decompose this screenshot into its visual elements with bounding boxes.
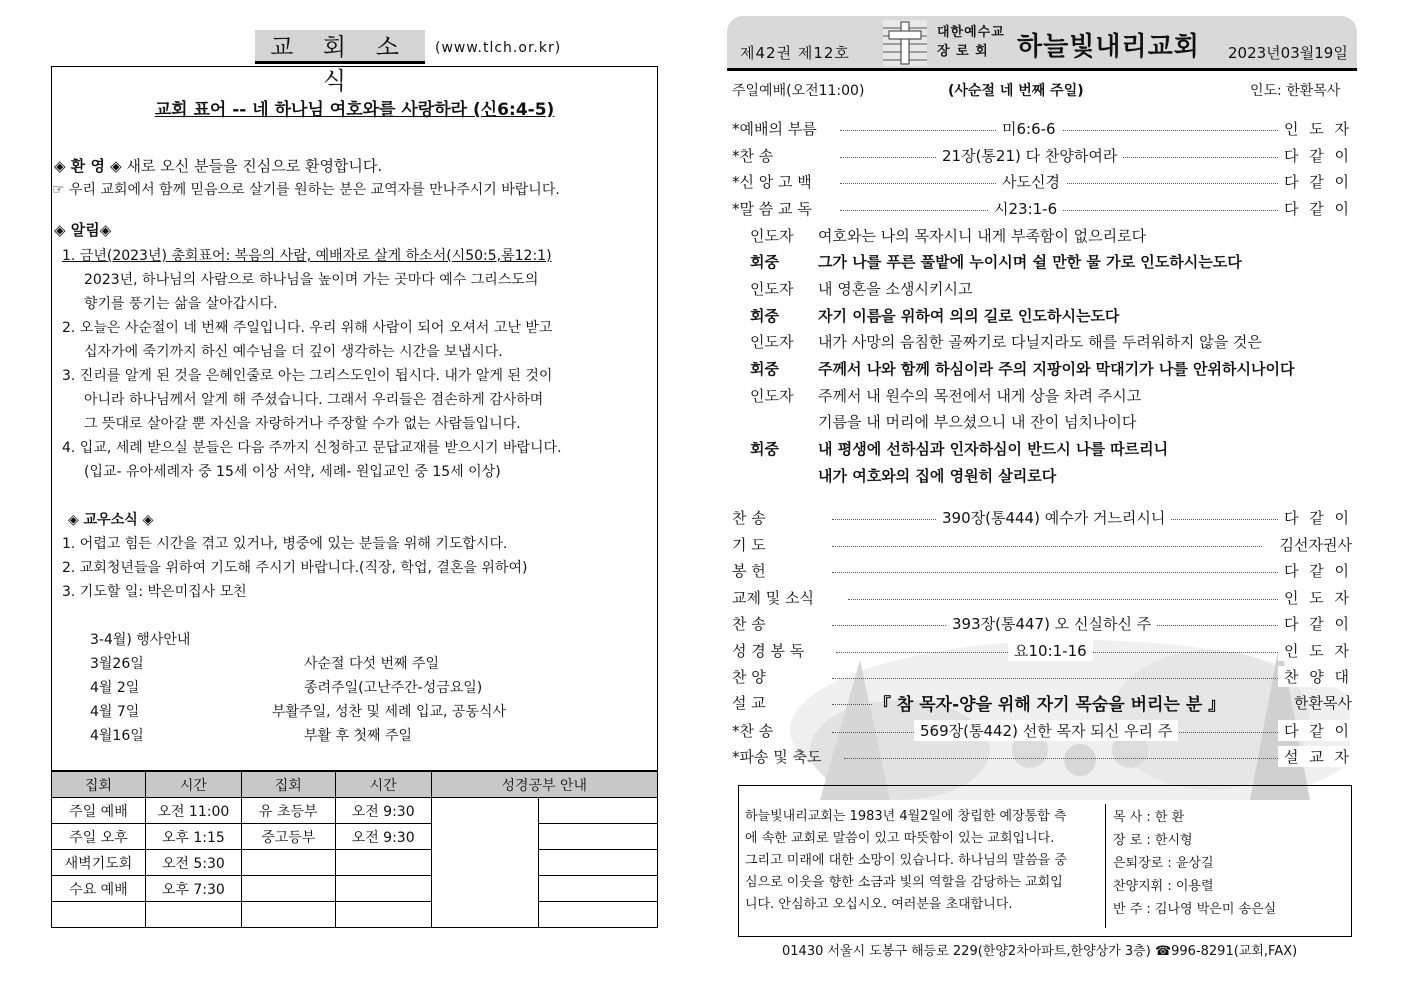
- meeting-times-table: [51, 771, 658, 928]
- table-header: 시간: [145, 772, 241, 798]
- table-cell: [145, 902, 241, 928]
- service-occasion: (사순절 네 번째 주일): [948, 83, 1084, 99]
- church-address: 01430 서울시 도봉구 해등로 229(한양2차아파트,한양상가 3층) ☎996-8291(교회,FAX): [782, 944, 1298, 959]
- worship-item: 찬 송 393장(통447) 오 신실하신 주 다 같 이: [732, 615, 1352, 633]
- table-header: 시간: [335, 772, 431, 798]
- bulletin-date: 2023년03월19일: [1228, 44, 1348, 62]
- church-motto: 교회 표어 -- 네 하나님 여호와를 사랑하라 (신6:4-5): [154, 100, 555, 120]
- table-cell: [539, 798, 658, 824]
- table-row: [52, 824, 658, 850]
- table-cell: [539, 824, 658, 850]
- worship-item: *말 씀 교 독 시23:1-6 다 같 이: [732, 200, 1352, 218]
- notice-line: 1. 금년(2023년) 총회표어: 복음의 사람, 예배자로 살게 하소서(시50:5,롬12:1): [62, 248, 552, 264]
- table-cell: 주일 예배: [52, 798, 146, 824]
- table-cell: [241, 902, 335, 928]
- left-header: [255, 30, 585, 95]
- table-header: 집회: [52, 772, 146, 798]
- reading-speaker: 회중: [750, 440, 779, 458]
- table-cell: [539, 850, 658, 876]
- table-header: 집회: [241, 772, 335, 798]
- table-header-row: [52, 772, 658, 798]
- reading-speaker: 인도자: [750, 387, 794, 405]
- reading-speaker: 회중: [750, 253, 779, 271]
- reading-line: 여호와는 나의 목자시니 내게 부족함이 없으리로다: [818, 227, 1147, 245]
- worship-item: 찬 양 찬 양 대: [732, 668, 1352, 686]
- reading-line: 주께서 내 원수의 목전에서 내게 상을 차려 주시고: [818, 387, 1142, 405]
- member-news-heading: ◈ 교우소식 ◈: [68, 512, 154, 528]
- member-news-line: 3. 기도할 일: 박은미집사 모친: [62, 584, 247, 600]
- worship-item: *찬 송 569장(통442) 선한 목자 되신 우리 주 다 같 이: [732, 722, 1352, 740]
- table-row: [52, 902, 658, 928]
- table-cell: 오후 7:30: [145, 876, 241, 902]
- welcome-heading: ◈ 환 영 ◈: [54, 157, 122, 175]
- reading-line: 내가 사망의 음침한 골짜기로 다닐지라도 해를 두려워하지 않을 것은: [818, 333, 1262, 351]
- schedule-date: 3월26일: [90, 656, 144, 672]
- reading-line: 내 영혼을 소생시키시고: [818, 280, 973, 298]
- church-name: 하늘빛내리교회: [1017, 32, 1200, 62]
- reading-line: 그가 나를 푸른 풀밭에 누이시며 쉴 만한 물 가로 인도하시는도다: [818, 253, 1242, 271]
- worship-item: 성 경 봉 독 요10:1-16 인 도 자: [732, 642, 1352, 660]
- table-cell: 수요 예배: [52, 876, 146, 902]
- table-cell: [335, 850, 431, 876]
- table-header: 성경공부 안내: [431, 772, 657, 798]
- worship-item: 교제 및 소식 인 도 자: [732, 589, 1352, 607]
- reading-line: 자기 이름을 위하여 의의 길로 인도하시는도다: [818, 307, 1120, 325]
- page-title: 교 회 소 식: [255, 30, 425, 64]
- schedule-date: 4월 7일: [90, 704, 140, 720]
- schedule-event: 종려주일(고난주간-성금요일): [304, 680, 483, 696]
- divider: [1105, 804, 1106, 928]
- sermon-item: 설 교 『 참 목자-양을 위해 자기 목숨을 버리는 분 』 한환목사: [732, 692, 1352, 714]
- table-row: [52, 876, 658, 902]
- table-cell: 유 초등부: [241, 798, 335, 824]
- worship-item: *찬 송 21장(통21) 다 찬양하여라 다 같 이: [732, 147, 1352, 165]
- schedule-event: 부활 후 첫째 주일: [304, 728, 413, 744]
- welcome-section: [54, 155, 382, 176]
- worship-item: 봉 헌 다 같 이: [732, 562, 1352, 580]
- table-row: [52, 798, 658, 824]
- church-staff: 목 사 : 한 환 장 로 : 한시형 은퇴장로 : 윤상길 찬양지휘 : 이용렬 반 주 : 김나영 박은미 송은실: [1113, 810, 1277, 917]
- reading-line: 기름을 내 머리에 부으셨으니 내 잔이 넘치나이다: [818, 413, 1137, 431]
- table-cell: 오전 9:30: [335, 824, 431, 850]
- website-url[interactable]: (www.tlch.or.kr): [435, 40, 562, 56]
- member-news-line: 2. 교회청년들을 위하여 기도해 주시기 바랍니다.(직장, 학업, 결혼을 위하여): [62, 560, 528, 576]
- worship-item: 찬 송 390장(통444) 예수가 거느리시니 다 같 이: [732, 509, 1352, 527]
- notice-line: 아니라 하나님께서 알게 해 주셨습니다. 그래서 우리들은 겸손하게 감사하며: [84, 392, 544, 408]
- reading-speaker: 인도자: [750, 280, 794, 298]
- table-cell: [539, 876, 658, 902]
- church-news-box: [51, 66, 658, 771]
- notice-line: 2. 오늘은 사순절이 네 번째 주일입니다. 우리 위해 사람이 되어 오셔서 고난 받고: [62, 320, 553, 336]
- notice-line: 그 뜻대로 살아갈 뿐 자신을 자랑하거나 주장할 수가 없는 사람들입니다.: [84, 416, 521, 432]
- denomination: 대한예수교 장 로 회: [937, 25, 1005, 59]
- worship-item: 기 도 김선자권사: [732, 536, 1352, 554]
- reading-line: 내 평생에 선하심과 인자하심이 반드시 나를 따르리니: [818, 440, 1169, 458]
- welcome-text: 새로 오신 분들을 진심으로 환영합니다.: [121, 157, 383, 175]
- service-leader: 인도: 한환목사: [1250, 83, 1341, 99]
- table-cell: 오후 1:15: [145, 824, 241, 850]
- table-cell: [335, 876, 431, 902]
- worship-item: *신 앙 고 백 사도신경 다 같 이: [732, 173, 1352, 191]
- table-cell: 오전 5:30: [145, 850, 241, 876]
- table-cell: [335, 902, 431, 928]
- table-cell: 새벽기도회: [52, 850, 146, 876]
- table-row: [52, 850, 658, 876]
- schedule-event: 사순절 다섯 번째 주일: [304, 656, 440, 672]
- table-cell: 오전 11:00: [145, 798, 241, 824]
- notice-line: 십자가에 죽기까지 하신 예수님을 더 깊이 생각하는 시간을 보냅시다.: [84, 344, 503, 360]
- sermon-title: 『 참 목자-양을 위해 자기 목숨을 버리는 분 』: [874, 695, 1226, 715]
- notice-line: 2023년, 하나님의 사람으로 하나님을 높이며 가는 곳마다 예수 그리스도의: [84, 272, 539, 288]
- member-news-line: 1. 어렵고 힘든 시간을 겪고 있거나, 병중에 있는 분들을 위해 기도합시다.: [62, 536, 508, 552]
- notice-line: 향기를 풍기는 삶을 살아갑시다.: [84, 296, 278, 312]
- issue-number: 제42권 제12호: [740, 44, 850, 62]
- table-cell: [52, 902, 146, 928]
- table-cell: [431, 798, 539, 928]
- reading-speaker: 인도자: [750, 333, 794, 351]
- table-cell: [539, 902, 658, 928]
- church-logo-icon: [883, 20, 927, 66]
- schedule-event: 부활주일, 성찬 및 세례 입교, 공동식사: [272, 704, 507, 720]
- worship-item: *예배의 부름 미6:6-6 인 도 자: [732, 120, 1352, 138]
- table-cell: [241, 876, 335, 902]
- table-cell: 중고등부: [241, 824, 335, 850]
- reading-line: 내가 여호와의 집에 영원히 살리로다: [818, 467, 1057, 485]
- table-cell: [241, 850, 335, 876]
- reading-line: 주께서 나와 함께 하심이라 주의 지팡이와 막대기가 나를 안위하시나이다: [818, 360, 1295, 378]
- table-cell: 오전 9:30: [335, 798, 431, 824]
- church-introduction: 하늘빛내리교회는 1983년 4월2일에 창립한 예장통합 측 에 속한 교회로 말씀이 있고 따뜻함이 있는 교회입니다. 그리고 미래에 대한 소망이 있습니다. 하나님의 말씀을 중 심으로 이웃을 향한 소금과 빛의 역할을 감당하는 교회입 니다. 안심하고 오십시오. 여러분을 초대합니다.: [745, 809, 1067, 912]
- table-cell: 주일 오후: [52, 824, 146, 850]
- church-info-box: [738, 785, 1352, 937]
- service-time: 주일예배(오전11:00): [732, 83, 865, 99]
- reading-speaker: 인도자: [750, 227, 794, 245]
- schedule-date: 4월 2일: [90, 680, 140, 696]
- notice-line: (입교- 유아세례자 중 15세 이상 서약, 세례- 원입교인 중 15세 이상): [84, 464, 501, 480]
- schedule-heading: 3-4월) 행사안내: [90, 632, 191, 648]
- notice-heading: ◈ 알림◈: [54, 221, 112, 239]
- notice-line: 3. 진리를 알게 된 것을 은혜인줄로 아는 그리스도인이 됩시다. 내가 알게 된 것이: [62, 368, 553, 384]
- welcome-note: ☞ 우리 교회에서 함께 믿음으로 살기를 원하는 분은 교역자를 만나주시기 바랍니다.: [52, 182, 560, 198]
- notice-line: 4. 입교, 세례 받으실 분들은 다음 주까지 신청하고 문답교재를 받으시기 바랍니다.: [62, 440, 562, 456]
- worship-item: *파송 및 축도 설 교 자: [732, 748, 1352, 766]
- schedule-date: 4월16일: [90, 728, 144, 744]
- reading-speaker: 회중: [750, 360, 779, 378]
- reading-speaker: 회중: [750, 307, 779, 325]
